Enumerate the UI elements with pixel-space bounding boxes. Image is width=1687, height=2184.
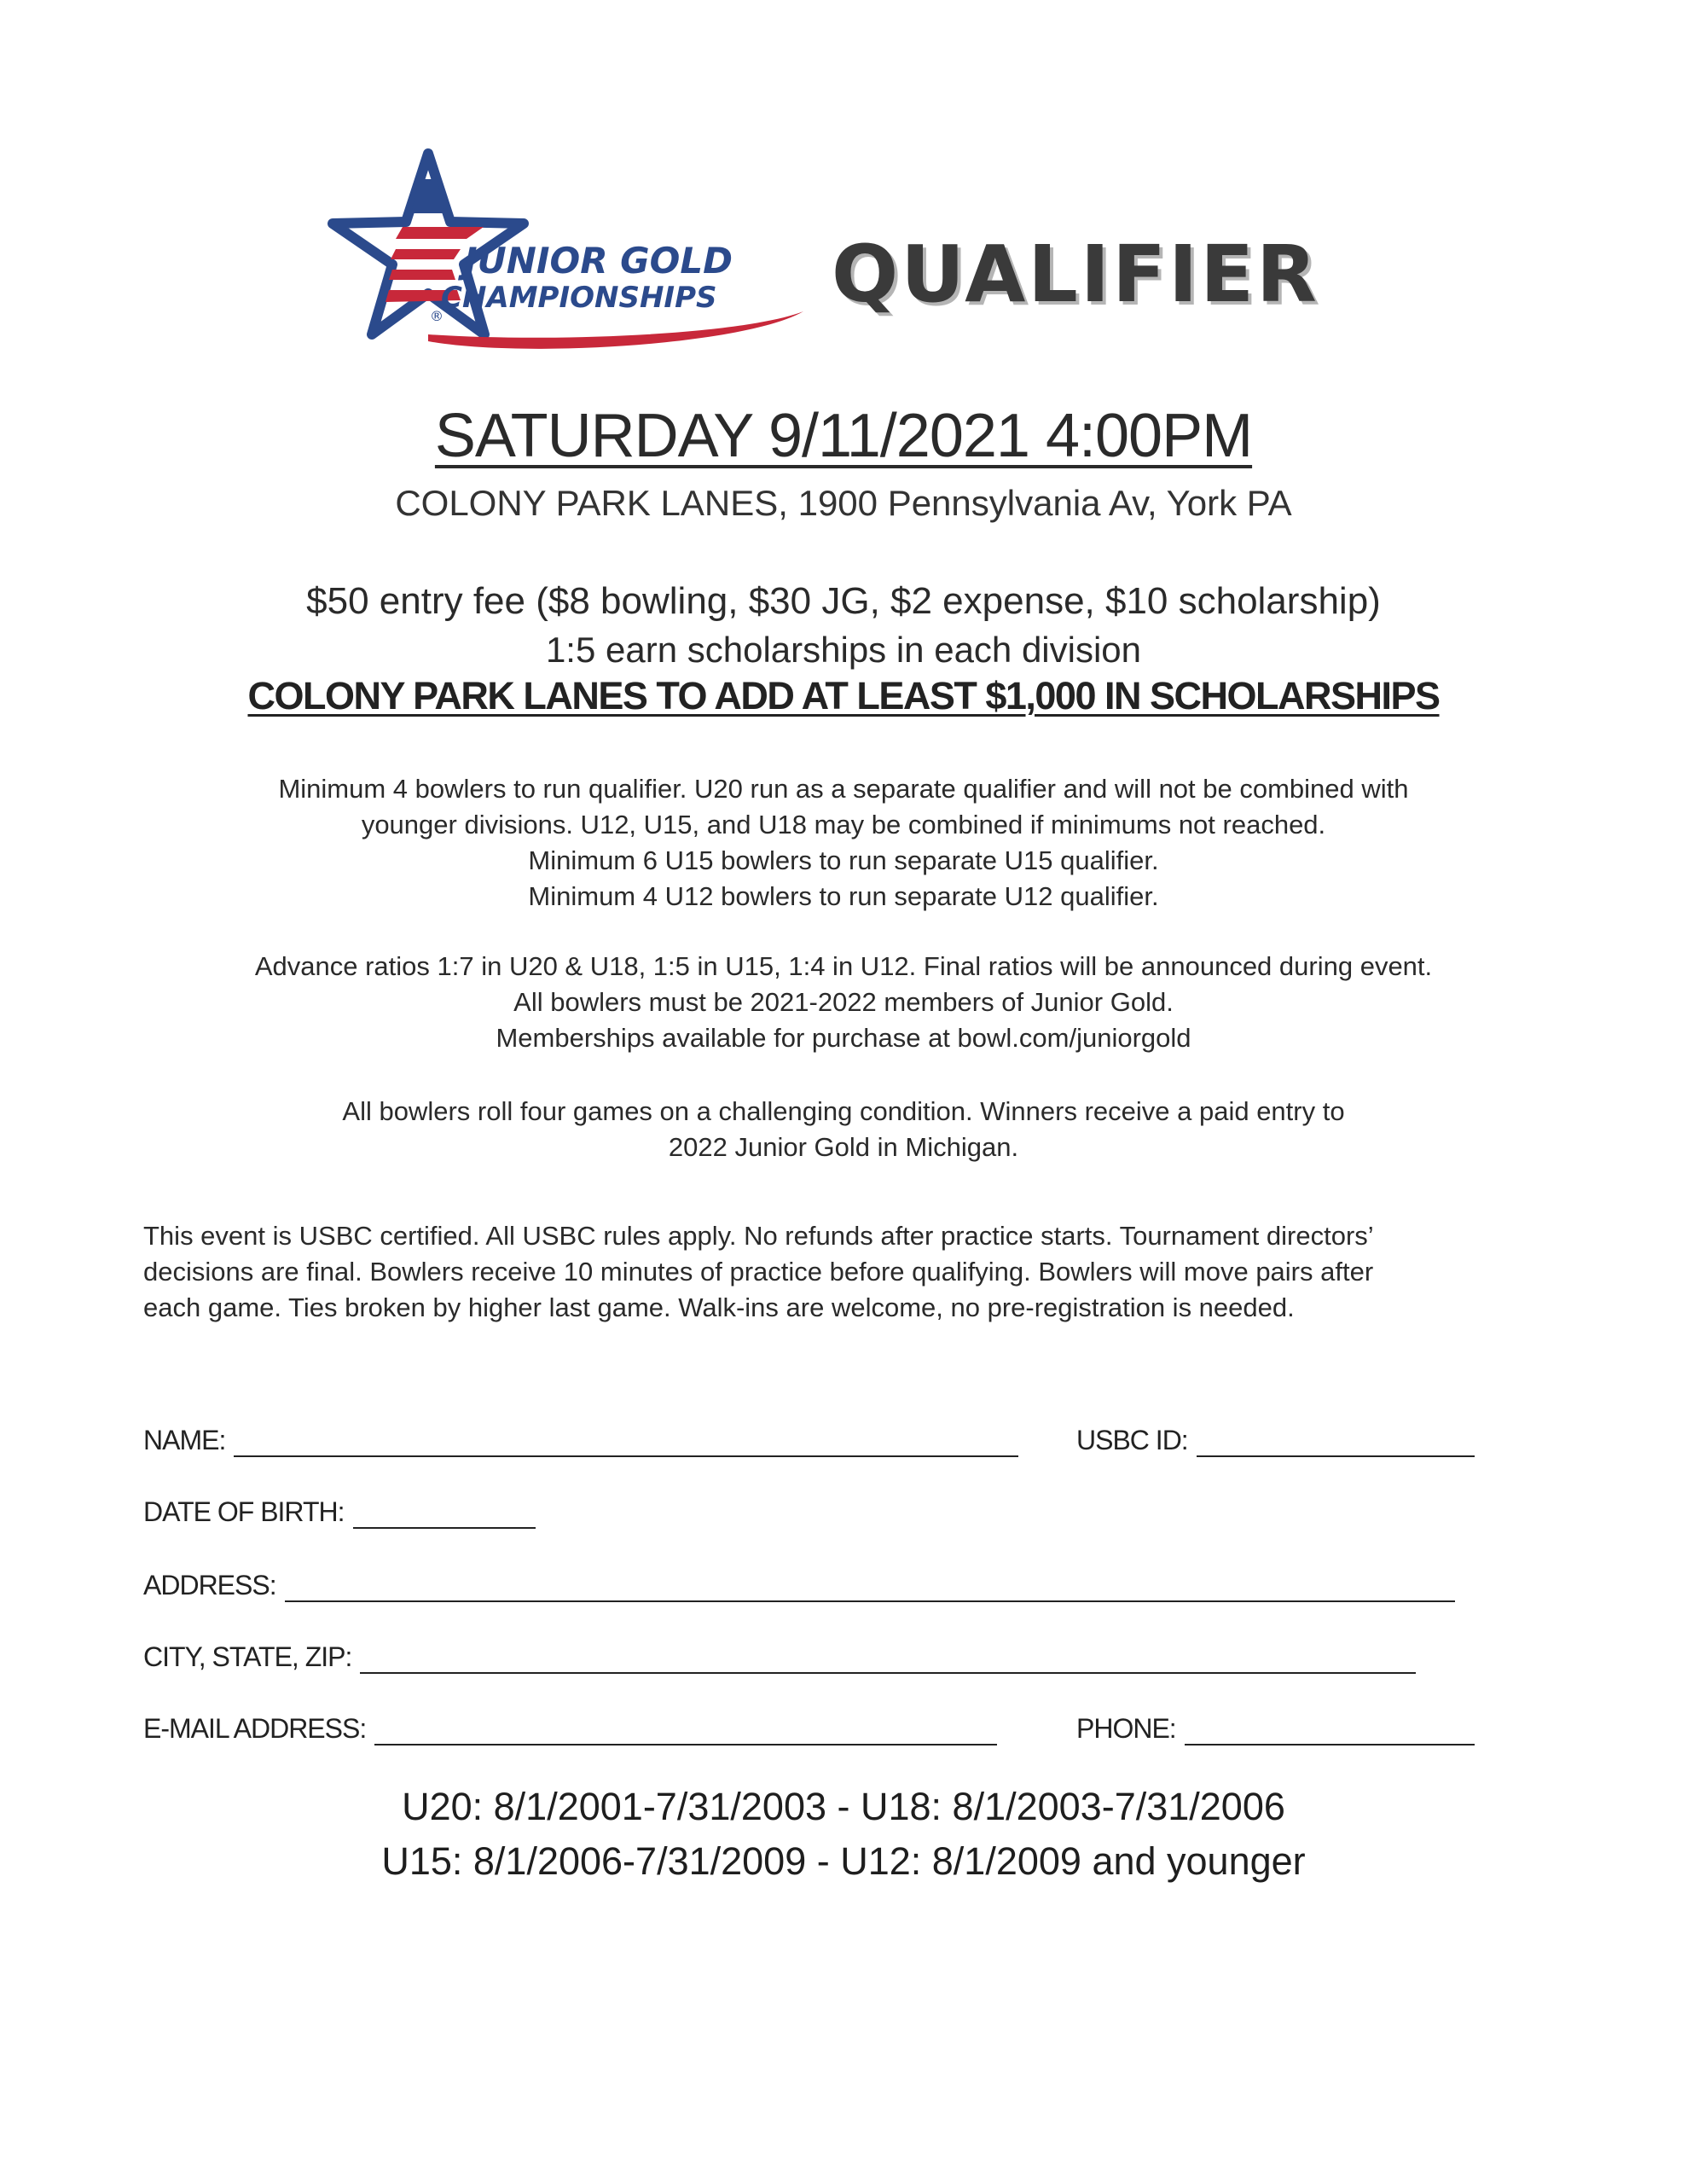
- dob-label: DATE OF BIRTH:: [143, 1496, 345, 1527]
- name-label: NAME:: [143, 1425, 226, 1455]
- phone-field[interactable]: [1076, 1711, 1475, 1745]
- logo-registered-mark: ®: [430, 308, 443, 324]
- rule-line: Memberships available for purchase at bowl.com/juniorgold: [496, 1023, 1191, 1053]
- name-field[interactable]: [143, 1423, 1018, 1457]
- rule-line: All bowlers must be 2021-2022 members of Junior Gold.: [513, 987, 1174, 1017]
- event-date-time: SATURDAY 9/11/2021 4:00PM: [434, 402, 1253, 470]
- division-dates-line2: U15: 8/1/2006-7/31/2009 - U12: 8/1/2009 and younger: [381, 1839, 1306, 1883]
- phone-label: PHONE:: [1076, 1713, 1176, 1744]
- name-blank[interactable]: [234, 1430, 1018, 1457]
- ratio-rules: [0, 949, 1687, 1056]
- rule-line: Minimum 6 U15 bowlers to run separate U15 qualifier.: [528, 845, 1159, 875]
- usbc-rules: [143, 1218, 1551, 1326]
- entry-fee: $50 entry fee ($8 bowling, $30 JG, $2 expense, $10 scholarship): [306, 580, 1381, 622]
- scholarship-ratio: 1:5 earn scholarships in each division: [545, 630, 1142, 670]
- rule-line: each game. Ties broken by higher last game. Walk-ins are welcome, no pre-registration is needed.: [143, 1292, 1295, 1322]
- rule-line: younger divisions. U12, U15, and U18 may be combined if minimums not reached.: [361, 810, 1326, 839]
- dob-field[interactable]: [143, 1495, 536, 1529]
- rule-line: This event is USBC certified. All USBC rules apply. No refunds after practice starts. Tournament directors’: [143, 1221, 1374, 1251]
- games-rules: [0, 1094, 1687, 1165]
- city-state-zip-blank[interactable]: [360, 1647, 1416, 1674]
- event-venue: COLONY PARK LANES, 1900 Pennsylvania Av, York PA: [395, 483, 1292, 523]
- minimums-rules: [0, 771, 1687, 915]
- email-blank[interactable]: [374, 1718, 997, 1745]
- address-field[interactable]: [143, 1568, 1455, 1602]
- rule-line: Advance ratios 1:7 in U20 & U18, 1:5 in U15, 1:4 in U12. Final ratios will be announced during event.: [254, 951, 1433, 981]
- phone-blank[interactable]: [1185, 1718, 1475, 1745]
- rule-line: All bowlers roll four games on a challenging condition. Winners receive a paid entry to: [342, 1096, 1345, 1126]
- page-title: QUALIFIER: [832, 229, 1319, 320]
- email-field[interactable]: [143, 1711, 997, 1745]
- junior-gold-logo: [300, 145, 812, 350]
- rule-line: 2022 Junior Gold in Michigan.: [668, 1132, 1019, 1162]
- division-dates-line1: U20: 8/1/2001-7/31/2003 - U18: 8/1/2003-7/31/2006: [402, 1785, 1285, 1828]
- rule-line: decisions are final. Bowlers receive 10 minutes of practice before qualifying. Bowlers will move pairs after: [143, 1257, 1374, 1287]
- address-blank[interactable]: [285, 1575, 1455, 1602]
- usbc-id-blank[interactable]: [1197, 1430, 1475, 1457]
- address-label: ADDRESS:: [143, 1570, 276, 1600]
- logo-line1: JUNIOR GOLD: [464, 240, 733, 282]
- rule-line: Minimum 4 bowlers to run qualifier. U20 run as a separate qualifier and will not be combined with: [278, 774, 1409, 804]
- logo-line2: CHAMPIONSHIPS: [441, 281, 717, 315]
- rule-line: Minimum 4 U12 bowlers to run separate U12 qualifier.: [528, 881, 1159, 911]
- added-scholarships: COLONY PARK LANES TO ADD AT LEAST $1,000 IN SCHOLARSHIPS: [247, 674, 1440, 717]
- usbc-id-field[interactable]: [1076, 1423, 1475, 1457]
- city-state-zip-label: CITY, STATE, ZIP:: [143, 1641, 352, 1672]
- city-state-zip-field[interactable]: [143, 1640, 1416, 1674]
- dob-blank[interactable]: [353, 1502, 536, 1529]
- email-label: E-MAIL ADDRESS:: [143, 1713, 367, 1744]
- usbc-id-label: USBC ID:: [1076, 1425, 1188, 1455]
